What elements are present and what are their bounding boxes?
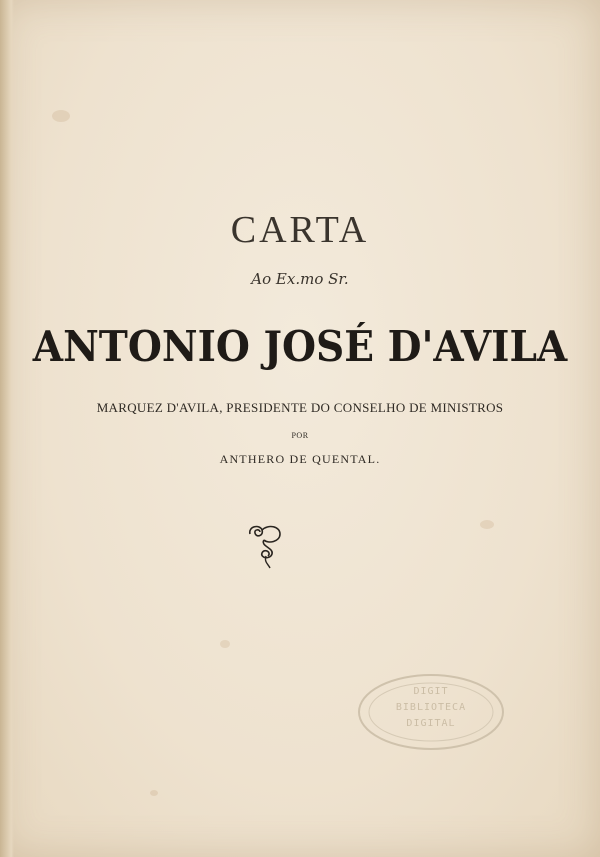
page-gutter-shadow — [0, 0, 14, 857]
stamp-text-line: DIGITAL — [406, 718, 456, 729]
stamp-text-line: BIBLIOTECA — [395, 702, 467, 713]
paper-stain — [480, 520, 494, 529]
document-title: CARTA — [230, 209, 370, 251]
paper-stain — [220, 640, 230, 648]
dedication-line: Ao Ex.mo Sr. — [251, 270, 349, 288]
paper-stain — [52, 110, 70, 122]
recipient-name: ANTONIO JOSÉ D'AVILA — [32, 322, 568, 371]
scroll-flourish-icon — [244, 520, 286, 570]
by-label: POR — [291, 431, 309, 440]
paper-stain — [150, 790, 158, 796]
stamp-text-line: DIGIT — [413, 686, 449, 697]
recipient-title: MARQUEZ D'AVILA, PRESIDENTE DO CONSELHO DE MINISTROS — [96, 400, 504, 415]
author-name: ANTHERO DE QUENTAL. — [219, 452, 381, 466]
stamp-text — [380, 684, 482, 732]
